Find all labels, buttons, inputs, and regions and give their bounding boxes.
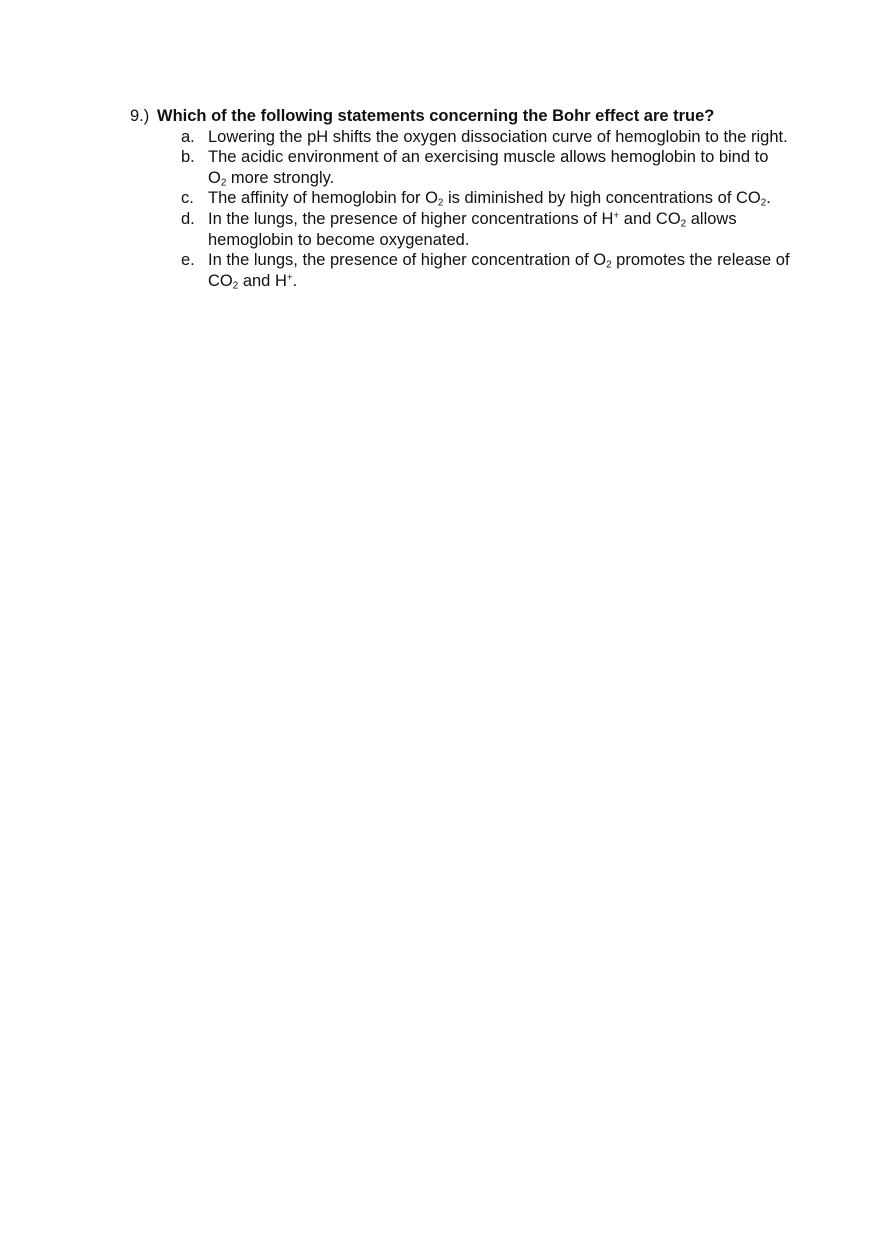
- answer-options: [130, 127, 790, 292]
- option-text-part: 2: [232, 280, 239, 292]
- option-text: [208, 209, 790, 250]
- option-text: [208, 188, 790, 209]
- question-header: [130, 106, 790, 127]
- option-letter: e.: [181, 251, 195, 270]
- option-text-part: is diminished by high concentrations of CO: [443, 189, 761, 208]
- option-c: [130, 188, 790, 209]
- option-letter: a.: [181, 127, 195, 146]
- option-text-part: Lowering the pH shifts the oxygen dissociation curve of hemoglobin to the right.: [208, 127, 788, 146]
- question-text: Which of the following statements concerning the Bohr effect are true?: [157, 107, 715, 125]
- option-text-part: and CO: [619, 209, 681, 228]
- option-text: [208, 127, 790, 148]
- option-a: [130, 127, 790, 148]
- option-text-part: The acidic environment of an exercising muscle allows hemoglobin to bind to O: [208, 148, 769, 187]
- option-text-part: 2: [220, 177, 227, 189]
- option-text-part: 2: [680, 218, 687, 230]
- option-letter: b.: [181, 148, 195, 167]
- option-text-part: In the lungs, the presence of higher concentrations of H: [208, 209, 614, 228]
- option-text-part: allows hemoglobin to become oxygenated.: [208, 209, 737, 249]
- question-block: [130, 106, 790, 291]
- option-text-part: The affinity of hemoglobin for O: [208, 189, 438, 208]
- option-text-part: more strongly.: [226, 168, 335, 187]
- option-text-part: and H: [238, 271, 287, 290]
- question-number: 9.): [130, 107, 150, 125]
- option-text-part: 2: [606, 259, 612, 271]
- option-text-part: In the lungs, the presence of higher concentration of O: [208, 251, 607, 270]
- option-text-part: .: [766, 189, 771, 208]
- option-b: [130, 147, 790, 188]
- option-letter: d.: [181, 209, 195, 228]
- option-text-part: 2: [760, 197, 767, 209]
- option-e: [130, 250, 790, 291]
- option-text-part: +: [286, 272, 293, 284]
- option-text: [208, 250, 790, 291]
- option-text-part: 2: [437, 197, 444, 209]
- option-text: [208, 147, 790, 188]
- option-text-part: .: [292, 271, 298, 290]
- option-letter: c.: [181, 189, 194, 208]
- option-text-part: +: [613, 210, 620, 222]
- option-text-part: promotes the release of CO: [208, 251, 790, 290]
- option-d: [130, 209, 790, 250]
